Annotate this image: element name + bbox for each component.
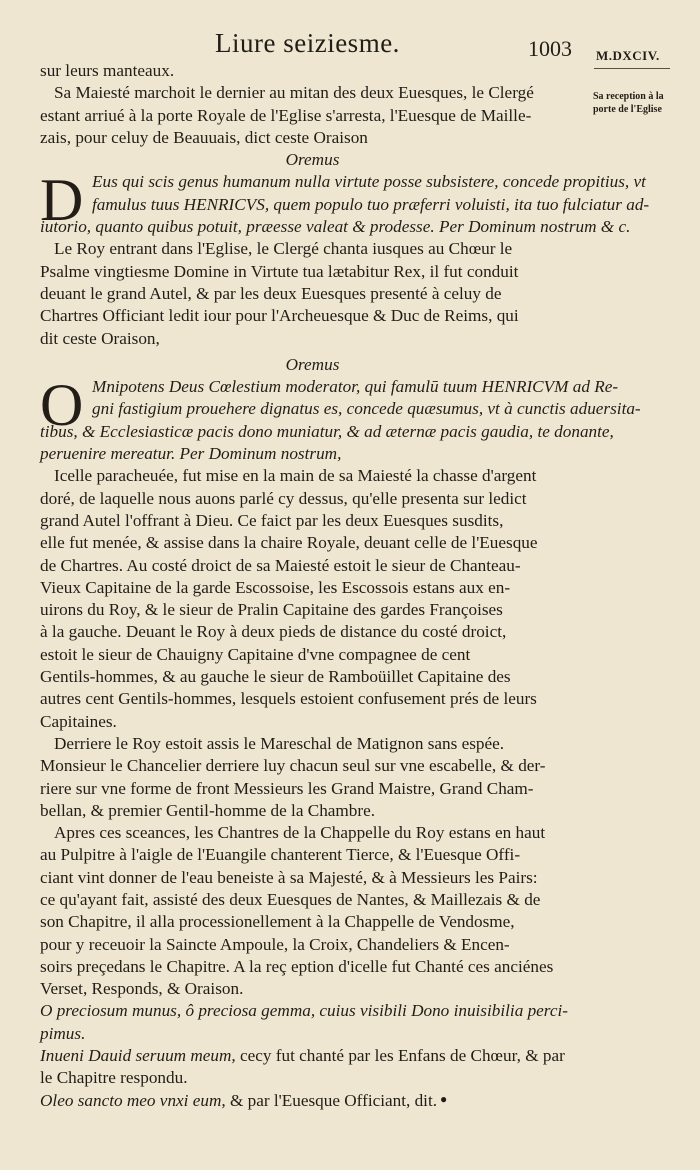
oremus-heading: Oremus xyxy=(285,354,340,374)
ornament-dot: ● xyxy=(440,1092,448,1106)
text-line: Apres ces sceances, les Chantres de la Chappelle du Roy estans en haut xyxy=(54,823,546,843)
text-line: bellan, & premier Gentil-homme de la Chambre. xyxy=(40,800,376,820)
text-line: Monsieur le Chancelier derriere luy chacun seul sur vne escabelle, & der- xyxy=(40,756,546,776)
paragraph-chasse xyxy=(40,465,585,733)
margin-note-line: Sa reception à la xyxy=(593,91,664,102)
text-line: à la gauche. Deuant le Roy à deux pieds de distance du costé droict, xyxy=(40,622,507,642)
paragraph-arrival xyxy=(40,60,585,149)
text-line: doré, de laquelle nous auons parlé cy dessus, qu'elle presenta sur ledict xyxy=(40,488,527,508)
prayer-omnipotens xyxy=(40,372,641,465)
page-number: 1003 xyxy=(528,36,572,61)
versicle-line: le Chapitre respondu. xyxy=(40,1068,188,1088)
text-line: Psalme vingtiesme Domine in Virtute tua lætabitur Rex, il fut conduit xyxy=(40,261,519,281)
text-line: sur leurs manteaux. xyxy=(40,61,175,80)
year-marker: M.DXCIV. xyxy=(596,48,660,63)
drop-cap: D xyxy=(40,167,84,234)
prayer-line: tibus, & Ecclesiasticæ pacis dono muniatur, & ad æternæ pacis gaudia, te donante, xyxy=(40,421,614,441)
closing-versicles xyxy=(40,1000,585,1111)
margin-note-line: porte de l'Eglise xyxy=(593,104,662,115)
text-line: soirs preçedans le Chapitre. A la reç eption d'icelle fut Chanté ces anciénes xyxy=(40,956,554,976)
text-line: ciant vint donner de l'eau beneiste à sa Majesté, & à Messieurs les Pairs: xyxy=(40,867,538,887)
text-line: grand Autel l'offrant à Dieu. Ce faict par les deux Euesques susdits, xyxy=(40,510,504,530)
paragraph-tierce xyxy=(40,822,585,1000)
text-line: Capitaines. xyxy=(40,711,117,731)
text-line: Icelle paracheuée, fut mise en la main de sa Maiesté la chasse d'argent xyxy=(54,466,537,486)
text-line: estant arriué à la porte Royale de l'Eglise s'arresta, l'Euesque de Maille- xyxy=(40,105,532,125)
text-line: au Pulpitre à l'aigle de l'Euangile chanterent Tierce, & l'Euesque Offi- xyxy=(40,845,521,865)
text-line: Sa Maiesté marchoit le dernier au mitan des deux Euesques, le Clergé xyxy=(54,83,534,103)
text-line: ce qu'ayant fait, assisté des deux Euesques de Nantes, & Maillezais & de xyxy=(40,889,541,909)
text-line: deuant le grand Autel, & par les deux Euesques presenté à celuy de xyxy=(40,283,502,303)
text-line: Derriere le Roy estoit assis le Mareschal de Matignon sans espée. xyxy=(54,733,505,753)
text-line: Verset, Responds, & Oraison. xyxy=(40,979,244,999)
prayer-line: Mnipotens Deus Cœlestium moderator, qui famulū tuum HENRICVM ad Re- xyxy=(92,377,619,397)
text-line: zais, pour celuy de Beauuais, dict ceste Oraison xyxy=(40,127,368,147)
prayer-line: Eus qui scis genus humanum nulla virtute posse subsistere, concede propitius, vt xyxy=(92,172,646,192)
oremus-heading: Oremus xyxy=(285,150,340,170)
running-title: Liure seiziesme. xyxy=(215,28,400,58)
text-line: Chartres Officiant ledit iour pour l'Archeuesque & Duc de Reims, qui xyxy=(40,306,519,326)
text-line: de Chartres. Au costé droict de sa Maiesté estoit le sieur de Chanteau- xyxy=(40,555,521,575)
text-line: uirons du Roy, & le sieur de Pralin Capitaine des gardes Françoises xyxy=(40,600,503,620)
versicle-line: Oleo sancto meo vnxi eum, & par l'Euesque Officiant, dit. xyxy=(40,1090,438,1110)
drop-cap: O xyxy=(40,372,84,439)
text-line: Vieux Capitaine de la garde Escossoise, les Escossois estans aux en- xyxy=(40,577,511,597)
margin-note xyxy=(593,90,693,116)
paragraph-matignon xyxy=(40,733,585,822)
text-line: dit ceste Oraison, xyxy=(40,328,160,348)
text-line: Gentils-hommes, & au gauche le sieur de Ramboüillet Capitaine des xyxy=(40,667,511,687)
prayer-line: gni fastigium prouehere dignatus es, concede quæsumus, vt à cunctis aduersita- xyxy=(92,399,641,419)
prayer-deus xyxy=(40,167,650,238)
text-line: riere sur vne forme de front Messieurs les Grand Maistre, Grand Cham- xyxy=(40,778,534,798)
text-line: son Chapitre, il alla processionellement à la Chappelle de Vendosme, xyxy=(40,912,515,932)
text-line: autres cent Gentils-hommes, lesquels estoient confusement prés de leurs xyxy=(40,689,537,709)
prayer-line: peruenire mereatur. Per Dominum nostrum, xyxy=(40,444,342,464)
versicle-line: O preciosum munus, ô preciosa gemma, cuius visibili Dono inuisibilia perci- xyxy=(40,1001,568,1021)
prayer-line: iutorio, quanto quibus potuit, præesse valeat & prodesse. Per Dominum nostrum & c. xyxy=(40,217,631,237)
text-line: estoit le sieur de Chauigny Capitaine d'vne compagnee de cent xyxy=(40,644,471,664)
text-line: elle fut menée, & assise dans la chaire Royale, deuant celle de l'Euesque xyxy=(40,533,538,553)
text-line: pour y receuoir la Saincte Ampoule, la Croix, Chandeliers & Encen- xyxy=(40,934,510,954)
paragraph-entry xyxy=(40,238,585,349)
text-line: Le Roy entrant dans l'Eglise, le Clergé chanta iusques au Chœur le xyxy=(54,239,513,259)
prayer-line: famulus tuus HENRICVS, quem populo tuo præferri voluisti, ita tuo fulciatur ad- xyxy=(92,194,650,214)
versicle-line: pimus. xyxy=(40,1023,86,1043)
year-rule xyxy=(594,68,670,69)
versicle-line: Inueni Dauid seruum meum, cecy fut chanté par les Enfans de Chœur, & par xyxy=(40,1046,565,1066)
page-header xyxy=(0,24,700,64)
